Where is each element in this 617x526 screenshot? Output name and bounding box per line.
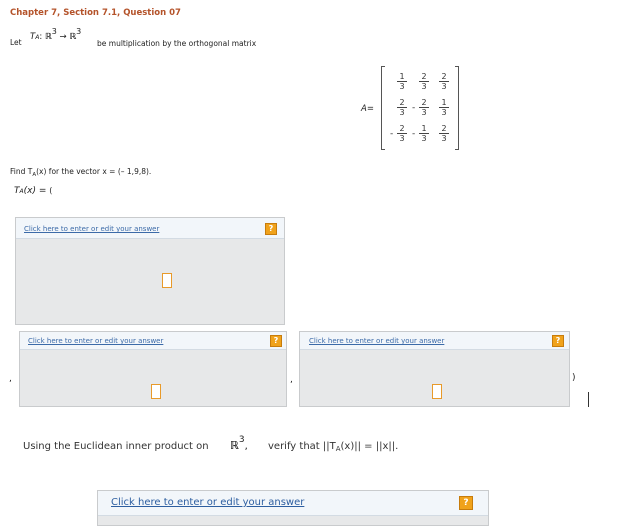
matrix-cell: $\frac{1}{3}$	[391, 72, 413, 91]
find-prefix: Find	[10, 167, 28, 176]
matrix-cell: $\frac{2}{3}$	[433, 72, 455, 91]
matrix-cell: - 2 3	[413, 98, 435, 117]
text-cursor-icon	[432, 384, 442, 399]
help-icon[interactable]: ?	[552, 335, 564, 347]
matrix-cell: $\frac{1}{3}$	[433, 98, 455, 117]
verify-R: ℝ	[230, 439, 239, 452]
domain-exp: 3	[51, 27, 57, 36]
find-sub: A	[32, 172, 37, 178]
verify-space	[230, 434, 248, 453]
problem-description: be multiplication by the orthogonal matrix	[97, 39, 257, 48]
map-definition	[30, 27, 82, 42]
edit-answer-link-1[interactable]: Click here to enter or edit your answer	[24, 225, 160, 233]
matrix-label-A: A	[361, 104, 367, 114]
edit-answer-link-2[interactable]: Click here to enter or edit your answer	[28, 337, 164, 345]
find-rest: (x) for the vector x = (– 1,9,8).	[36, 167, 152, 176]
text-cursor-icon	[162, 273, 172, 288]
verify-statement	[268, 441, 398, 452]
help-icon[interactable]: ?	[270, 335, 282, 347]
open-paren: (	[49, 186, 53, 195]
text-cursor-icon	[151, 384, 161, 399]
matrix-cell: - 1 3	[413, 124, 435, 143]
close-paren: )	[572, 373, 576, 383]
verify-prefix: Using the Euclidean inner product on	[23, 441, 209, 452]
verify-exp: 3	[238, 435, 245, 445]
result-sub: A	[19, 188, 24, 195]
help-icon[interactable]: ?	[459, 496, 473, 510]
matrix-equals: =	[366, 104, 374, 114]
matrix-label	[361, 104, 374, 114]
matrix-cell: $\frac{2}{3}$	[433, 124, 455, 143]
verify-text: verify that ||T	[268, 441, 336, 452]
domain-R: ℝ	[44, 32, 52, 42]
page-title: Chapter 7, Section 7.1, Question 07	[10, 8, 181, 18]
edit-answer-link-3[interactable]: Click here to enter or edit your answer	[309, 337, 445, 345]
help-icon[interactable]: ?	[265, 223, 277, 235]
codomain-exp: 3	[76, 27, 82, 36]
result-expression	[14, 186, 52, 196]
map-arrow: →	[59, 32, 67, 42]
matrix-cell: $\frac{2}{3}$	[413, 72, 435, 91]
matrix-cell: $\frac{2}{3}$	[391, 98, 413, 117]
answer-box-3[interactable]	[299, 331, 570, 407]
result-arg: (x) =	[23, 186, 47, 196]
answer-box-2[interactable]	[19, 331, 287, 407]
find-T: T	[27, 167, 33, 176]
map-T: T	[30, 32, 36, 42]
text-cursor-icon	[588, 392, 589, 407]
matrix-cell: - 2 3	[391, 124, 413, 143]
edit-answer-link-4[interactable]: Click here to enter or edit your answer	[111, 497, 305, 508]
verify-sub: A	[335, 445, 341, 453]
find-prompt	[10, 167, 151, 176]
orthogonal-matrix	[381, 66, 459, 150]
answer-box-4[interactable]	[97, 490, 489, 526]
codomain-R: ℝ	[69, 32, 77, 42]
comma-2: ,	[290, 375, 293, 385]
map-sub: A	[35, 34, 40, 41]
result-T: T	[14, 186, 20, 196]
map-colon: :	[39, 32, 43, 42]
problem-let: Let	[10, 38, 22, 47]
comma-1: ,	[9, 374, 12, 384]
verify-comma: ,	[244, 441, 248, 452]
verify-end: (x)|| = ||x||.	[340, 441, 399, 452]
answer-box-1[interactable]	[15, 217, 285, 325]
